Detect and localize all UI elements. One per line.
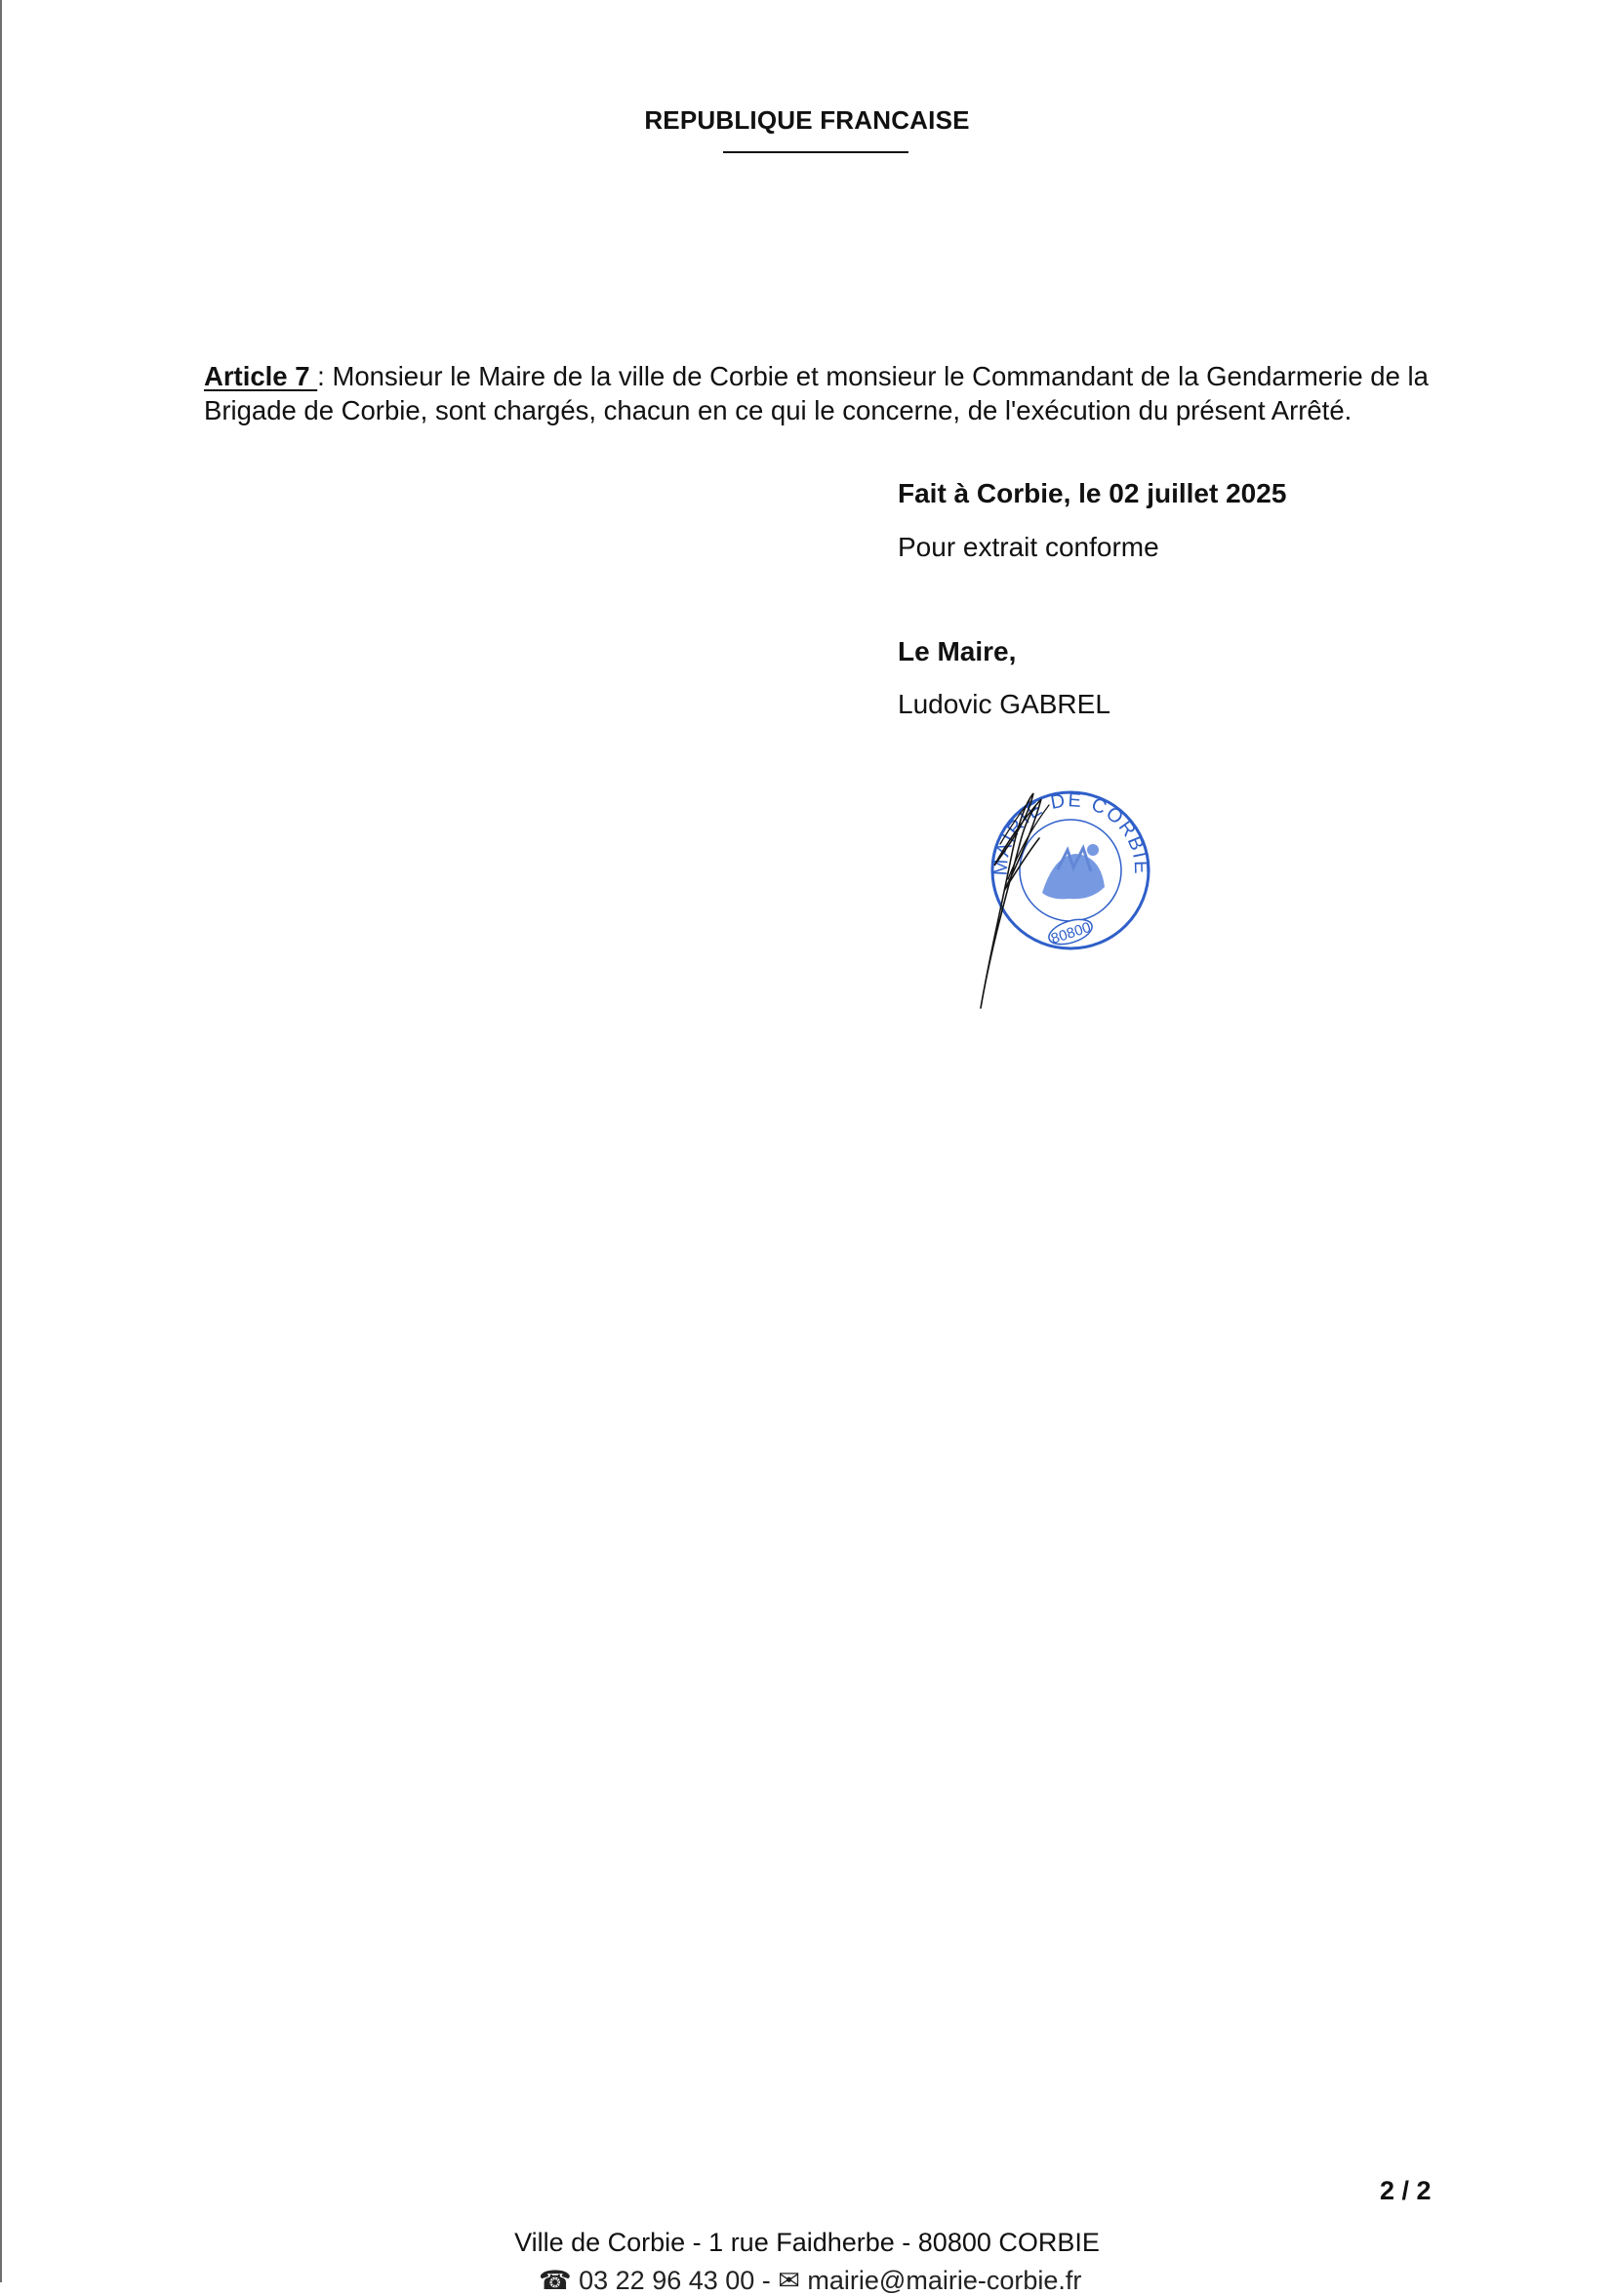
mayor-signature xyxy=(961,785,1078,1010)
header-title: REPUBLIQUE FRANCAISE xyxy=(644,105,970,135)
signatory-role: Le Maire, xyxy=(898,636,1017,666)
signatory-name: Ludovic GABREL xyxy=(898,689,1110,719)
header-rule xyxy=(723,151,908,153)
svg-text:80800: 80800 xyxy=(1048,918,1093,947)
place-date: Fait à Corbie, le 02 juillet 2025 xyxy=(898,478,1287,508)
footer-contact: ☎ 03 22 96 43 00 - ✉ mairie@mairie-corbie.fr xyxy=(539,2266,1082,2295)
certification: Pour extrait conforme xyxy=(898,532,1159,562)
footer-address: Ville de Corbie - 1 rue Faidherbe - 80800 CORBIE xyxy=(514,2228,1100,2257)
document-header xyxy=(0,105,1614,136)
article-text: : Monsieur le Maire de la ville de Corbie et monsieur le Commandant de la Gendarmerie de la Brigade de Corbie, sont chargés, chacun en ce qui le concerne, de l'exécution du présent Arrêté. xyxy=(204,361,1429,425)
article-7 xyxy=(204,359,1438,427)
page-number: 2 / 2 xyxy=(1380,2176,1432,2205)
svg-text:MAIRIE DE CORBIE: MAIRIE DE CORBIE xyxy=(989,789,1152,876)
article-label: Article 7 xyxy=(204,361,318,391)
scan-edge xyxy=(0,0,2,2282)
